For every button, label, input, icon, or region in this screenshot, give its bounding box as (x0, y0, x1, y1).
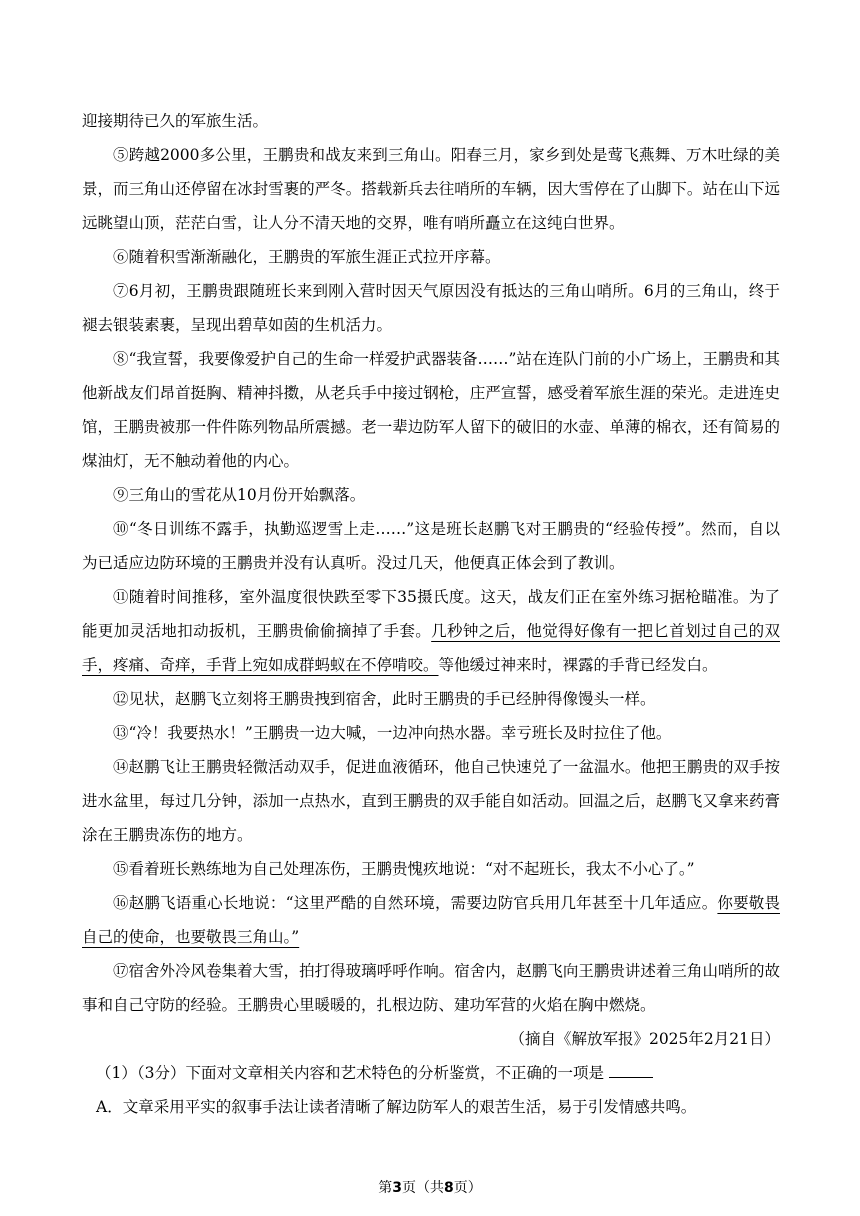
footer-suffix: 页） (453, 1180, 482, 1196)
question-1-stem (82, 1056, 780, 1090)
footer-total-pages: 8 (444, 1180, 454, 1196)
answer-blank[interactable] (609, 1057, 653, 1078)
paragraph-9: ⑨三角山的雪花从10月份开始飘落。 (113, 486, 366, 504)
paragraph-11-text-a: ⑪随着时间推移，室外温度很快跌至零下35摄氏度。这天，战友们正在室外练习据枪瞄准。为了能更加灵活地扣动扳机，王鹏贵偷偷摘掉了手套。 (82, 588, 780, 640)
question-1-option-a: A．文章采用平实的叙事手法让读者清晰了解边防军人的艰苦生活，易于引发情感共鸣。 (96, 1098, 697, 1116)
paragraph-16-text-a: ⑯赵鹏飞语重心长地说：“这里严酷的自然环境，需要边防官兵用几年甚至十几年适应。 (113, 894, 718, 912)
article-source: （摘自《解放军报》2025年2月21日） (509, 1030, 780, 1048)
paragraph-11-text-b: 等他缓过神来时，裸露的手背已经发白。 (438, 656, 718, 674)
paragraph-continued: 迎接期待已久的军旅生活。 (82, 112, 269, 130)
paragraph-16 (82, 886, 780, 954)
document-body (82, 104, 780, 1124)
footer-mid: 页（共 (402, 1180, 444, 1196)
paragraph-11 (82, 580, 780, 682)
paragraph-10: ⑩“冬日训练不露手，执勤巡逻雪上走……”这是班长赵鹏飞对王鹏贵的“经验传授”。然而，自以为已适应边防环境的王鹏贵并没有认真听。没过几天，他便真正体会到了教训。 (82, 520, 780, 572)
footer-prefix: 第 (378, 1180, 393, 1196)
paragraph-17: ⑰宿舍外冷风卷集着大雪，拍打得玻璃呼呼作响。宿舍内，赵鹏飞向王鹏贵讲述着三角山哨所的故事和自己守防的经验。王鹏贵心里暖暖的，扎根边防、建功军营的火焰在胸中燃烧。 (82, 962, 780, 1014)
paragraph-16-underlined-sentence: 你要敬畏自己的使命，也要敬畏三角山。” (82, 894, 780, 946)
footer-page-number: 3 (392, 1180, 402, 1196)
paragraph-13: ⑬“冷！我要热水！”王鹏贵一边大喊，一边冲向热水器。幸亏班长及时拉住了他。 (113, 724, 672, 742)
page-footer (0, 1178, 860, 1198)
paragraph-8: ⑧“我宣誓，我要像爱护自己的生命一样爱护武器装备……”站在连队门前的小广场上，王鹏贵和其他新战友们昂首挺胸、精神抖擞，从老兵手中接过钢枪，庄严宣誓，感受着军旅生涯的荣光。走进连史馆，王鹏贵被那一件件陈列物品所震撼。老一辈边防军人留下的破旧的水壶、单薄的棉衣，还有简易的煤油灯，无不触动着他的内心。 (82, 350, 780, 470)
paragraph-5: ⑤跨越2000多公里，王鹏贵和战友来到三角山。阳春三月，家乡到处是莺飞燕舞、万木吐绿的美景，而三角山还停留在冰封雪裹的严冬。搭载新兵去往哨所的车辆，因大雪停在了山脚下。站在山下远远眺望山顶，茫茫白雪，让人分不清天地的交界，唯有哨所矗立在这纯白世界。 (82, 146, 780, 232)
paragraph-12: ⑫见状，赵鹏飞立刻将王鹏贵拽到宿舍，此时王鹏贵的手已经肿得像馒头一样。 (113, 690, 656, 708)
paragraph-15: ⑮看着班长熟练地为自己处理冻伤，王鹏贵愧疚地说：“对不起班长，我太不小心了。” (113, 860, 695, 878)
paragraph-14: ⑭赵鹏飞让王鹏贵轻微活动双手，促进血液循环，他自己快速兑了一盆温水。他把王鹏贵的双手按进水盆里，每过几分钟，添加一点热水，直到王鹏贵的双手能自如活动。回温之后，赵鹏飞又拿来药膏涂在王鹏贵冻伤的地方。 (82, 758, 780, 844)
paragraph-6: ⑥随着积雪渐渐融化，王鹏贵的军旅生涯正式拉开序幕。 (113, 248, 501, 266)
paragraph-11-underlined-sentence: 几秒钟之后，他觉得好像有一把匕首划过自己的双手，疼痛、奇痒，手背上宛如成群蚂蚁在不停啃咬。 (82, 622, 780, 674)
question-1-stem-text: （1）（3分）下面对文章相关内容和艺术特色的分析鉴赏，不正确的一项是 (96, 1064, 604, 1082)
paragraph-7: ⑦6月初，王鹏贵跟随班长来到刚入营时因天气原因没有抵达的三角山哨所。6月的三角山，终于褪去银装素裹，呈现出碧草如茵的生机活力。 (82, 282, 780, 334)
